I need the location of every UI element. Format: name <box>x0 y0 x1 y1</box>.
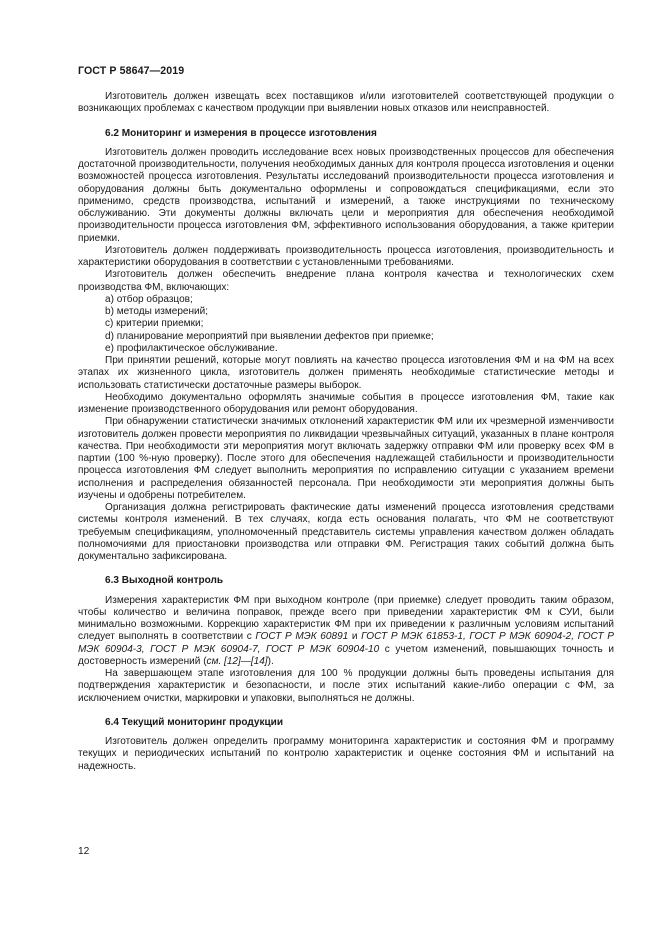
section-6-4-paragraph: Изготовитель должен определить программу мониторинга характеристик и состояния ФМ и программу текущих и периодических испытаний по контролю характеристик и оценке состояния ФМ и испытаний на надежность. <box>78 736 614 772</box>
text-run: и <box>348 631 362 643</box>
section-6-3-paragraph: На завершающем этапе изготовления для 100 % продукции должны быть проведены испытания для подтверждения характеристик и безопасности, и после этих испытаний какие-либо операции с ФМ, за исключением очистки, маркировки и упаковки, выполняться не должны. <box>78 668 614 704</box>
standard-reference: ГОСТ Р МЭК 61853-1, ГОСТ Р МЭК 60904-2, ГОСТ Р МЭК 60904-3, ГОСТ Р МЭК 60904-7, ГОСТ Р МЭК 60904-10 <box>78 631 614 655</box>
standard-reference: ГОСТ Р МЭК 60891 <box>255 631 349 643</box>
list-item: c) критерии приемки; <box>105 318 204 330</box>
section-6-2-paragraph: Необходимо документально оформлять значимые события в процессе изготовления ФМ, такие как изменение производственного оборудования или ремонт оборудования. <box>78 391 614 415</box>
section-6-2-paragraph: Изготовитель должен поддерживать производительность процесса изготовления, производительность и характеристики оборудования в соответствии с установленными требованиями. <box>78 244 614 268</box>
text-run: Измерения характеристик ФМ при выходном контроле (при приемке) следует проводить таким образом, чтобы количество и величина поправок, прежде всего при приведении характеристик ФМ к СУИ, были минимально возможными. Коррекцию характеристик ФМ при их приведении к различным условиям испытаний следует выполнять в соответствии с <box>78 594 614 643</box>
text-run: ). <box>267 655 274 667</box>
section-6-2-heading: 6.2 Мониторинг и измерения в процессе изготовления <box>105 127 377 139</box>
list-item: a) отбор образцов; <box>105 293 193 305</box>
section-6-2-paragraph: При принятии решений, которые могут повлиять на качество процесса изготовления ФМ и на ФМ на всех этапах их жизненного цикла, изготовитель должен применять необходимые статистические методы и использовать статистически достаточные размеры выборок. <box>78 355 614 391</box>
control-plan-list <box>78 294 614 355</box>
list-item: e) профилактическое обслуживание. <box>105 342 278 354</box>
document-standard-code: ГОСТ Р 58647—2019 <box>78 65 185 77</box>
section-6-3-paragraph <box>78 595 614 669</box>
section-6-2-paragraph: Изготовитель должен проводить исследование всех новых производственных процессов для обеспечения достаточной производительности, получения необходимых данных для контроля процесса изготовления и оценки возможностей процесса изготовления. Результаты исследований производительности процесса изготовления и оборудования должны быть документально оформлены и сопровождаться спецификациями, если это применимо, средств производства, испытаний и измерений, а также инструкциями по техническому обслуживанию. Эти документы должны включать цели и мероприятия для обеспечения необходимой производительности процесса изготовления ФМ, эффективного использования оборудования, а также критерии приемки. <box>78 146 614 244</box>
section-6-3-heading: 6.3 Выходной контроль <box>105 575 224 587</box>
list-item: d) планирование мероприятий при выявлении дефектов при приемке; <box>105 330 434 342</box>
section-6-2-paragraph: Организация должна регистрировать фактические даты изменений процесса изготовления средствами системы контроля изменений. В тех случаях, когда есть основания полагать, что ФМ не соответствуют требуемым спецификациям, уполномоченный представитель системы управления качеством должен обладать полномочиями для приостановки производства или отправки ФМ. Регистрация таких событий должна быть документально зафиксирована. <box>78 502 614 562</box>
bibliography-reference: см. [12]—[14] <box>206 655 268 667</box>
list-item: b) методы измерений; <box>105 306 209 317</box>
section-6-2-paragraph: Изготовитель должен обеспечить внедрение плана контроля качества и технологических схем производства ФМ, включающих: <box>78 269 614 293</box>
intro-paragraph: Изготовитель должен извещать всех поставщиков и/или изготовителей соответствующей продукции о возникающих проблемах с качеством продукции при выявлении новых отказов или неисправностей. <box>78 91 614 115</box>
section-6-4-heading: 6.4 Текущий мониторинг продукции <box>105 716 284 728</box>
document-body <box>78 91 614 773</box>
section-6-2-paragraph: При обнаружении статистически значимых отклонений характеристик ФМ или их чрезмерной изменчивости изготовитель должен провести мероприятия по ликвидации чрезвычайных ситуаций, указанных в плане контроля качества. При необходимости эти мероприятия могут включать задержку отправки ФМ или проверку всех ФМ в партии (100 %-ную проверку). После этого для обеспечения надлежащей стабильности и производительности процесса изготовления ФМ следует выполнить мероприятия по исправлению ситуации с указанием времени исполнения и распределения обязанностей персонала. При необходимости эти мероприятия должны быть изучены и одобрены потребителем. <box>78 416 614 501</box>
page-number: 12 <box>78 846 90 857</box>
text-run: с учетом изменений, повышающих точность и достоверность измерений ( <box>78 643 614 667</box>
